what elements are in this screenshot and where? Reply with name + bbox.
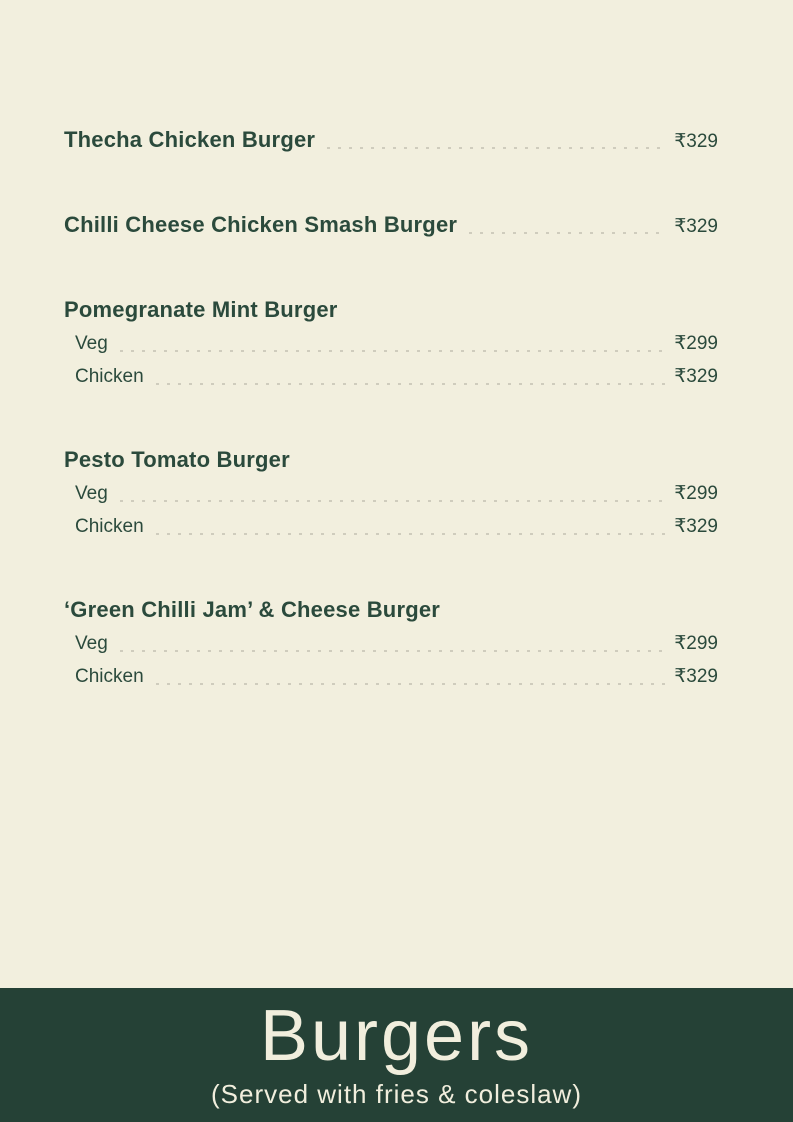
menu-item-price: ₹329 [674,131,718,152]
menu-item-name: Pomegranate Mint Burger [64,296,338,322]
category-title: Burgers [259,996,534,1076]
menu-item-row [64,211,718,239]
variant-price: ₹299 [674,483,718,504]
menu-item-row [64,296,718,324]
category-subtitle: (Served with fries & coleslaw) [211,1079,582,1109]
variant-label: Chicken [75,515,144,537]
dotted-leader [156,533,667,535]
dotted-leader [156,383,667,385]
menu-variant-row [64,365,718,389]
menu-item [64,596,718,689]
category-banner [0,988,793,1122]
menu-item [64,211,718,239]
variant-label: Veg [75,483,108,504]
variant-price: ₹299 [674,633,718,654]
menu-variant-row [64,515,718,539]
menu-variant-row [64,632,718,656]
variant-price: ₹329 [674,365,718,387]
menu-item [64,296,718,389]
dotted-leader [120,650,666,652]
menu-variant-row [64,665,718,689]
variant-label: Veg [75,633,108,654]
menu-item-row [64,596,718,624]
menu-variant-row [64,332,718,356]
menu-item [64,126,718,154]
dotted-leader [156,683,667,685]
variant-label: Chicken [75,365,144,387]
variant-price: ₹329 [674,665,718,687]
variant-price: ₹329 [674,515,718,537]
menu-variant-row [64,482,718,506]
variant-label: Veg [75,333,108,354]
menu-item-name: Thecha Chicken Burger [64,127,316,152]
menu-item-row [64,446,718,474]
menu-item-name: ‘Green Chilli Jam’ & Cheese Burger [64,596,441,622]
menu-item-price: ₹329 [674,215,718,237]
variant-price: ₹299 [674,333,718,354]
dotted-leader [469,232,666,234]
dotted-leader [120,350,666,352]
menu-item-name: Pesto Tomato Burger [64,446,290,472]
menu-item [64,446,718,539]
dotted-leader [327,147,666,149]
menu-item-name: Chilli Cheese Chicken Smash Burger [64,211,458,237]
dotted-leader [120,500,666,502]
variant-label: Chicken [75,665,144,687]
menu-item-row [64,126,718,154]
